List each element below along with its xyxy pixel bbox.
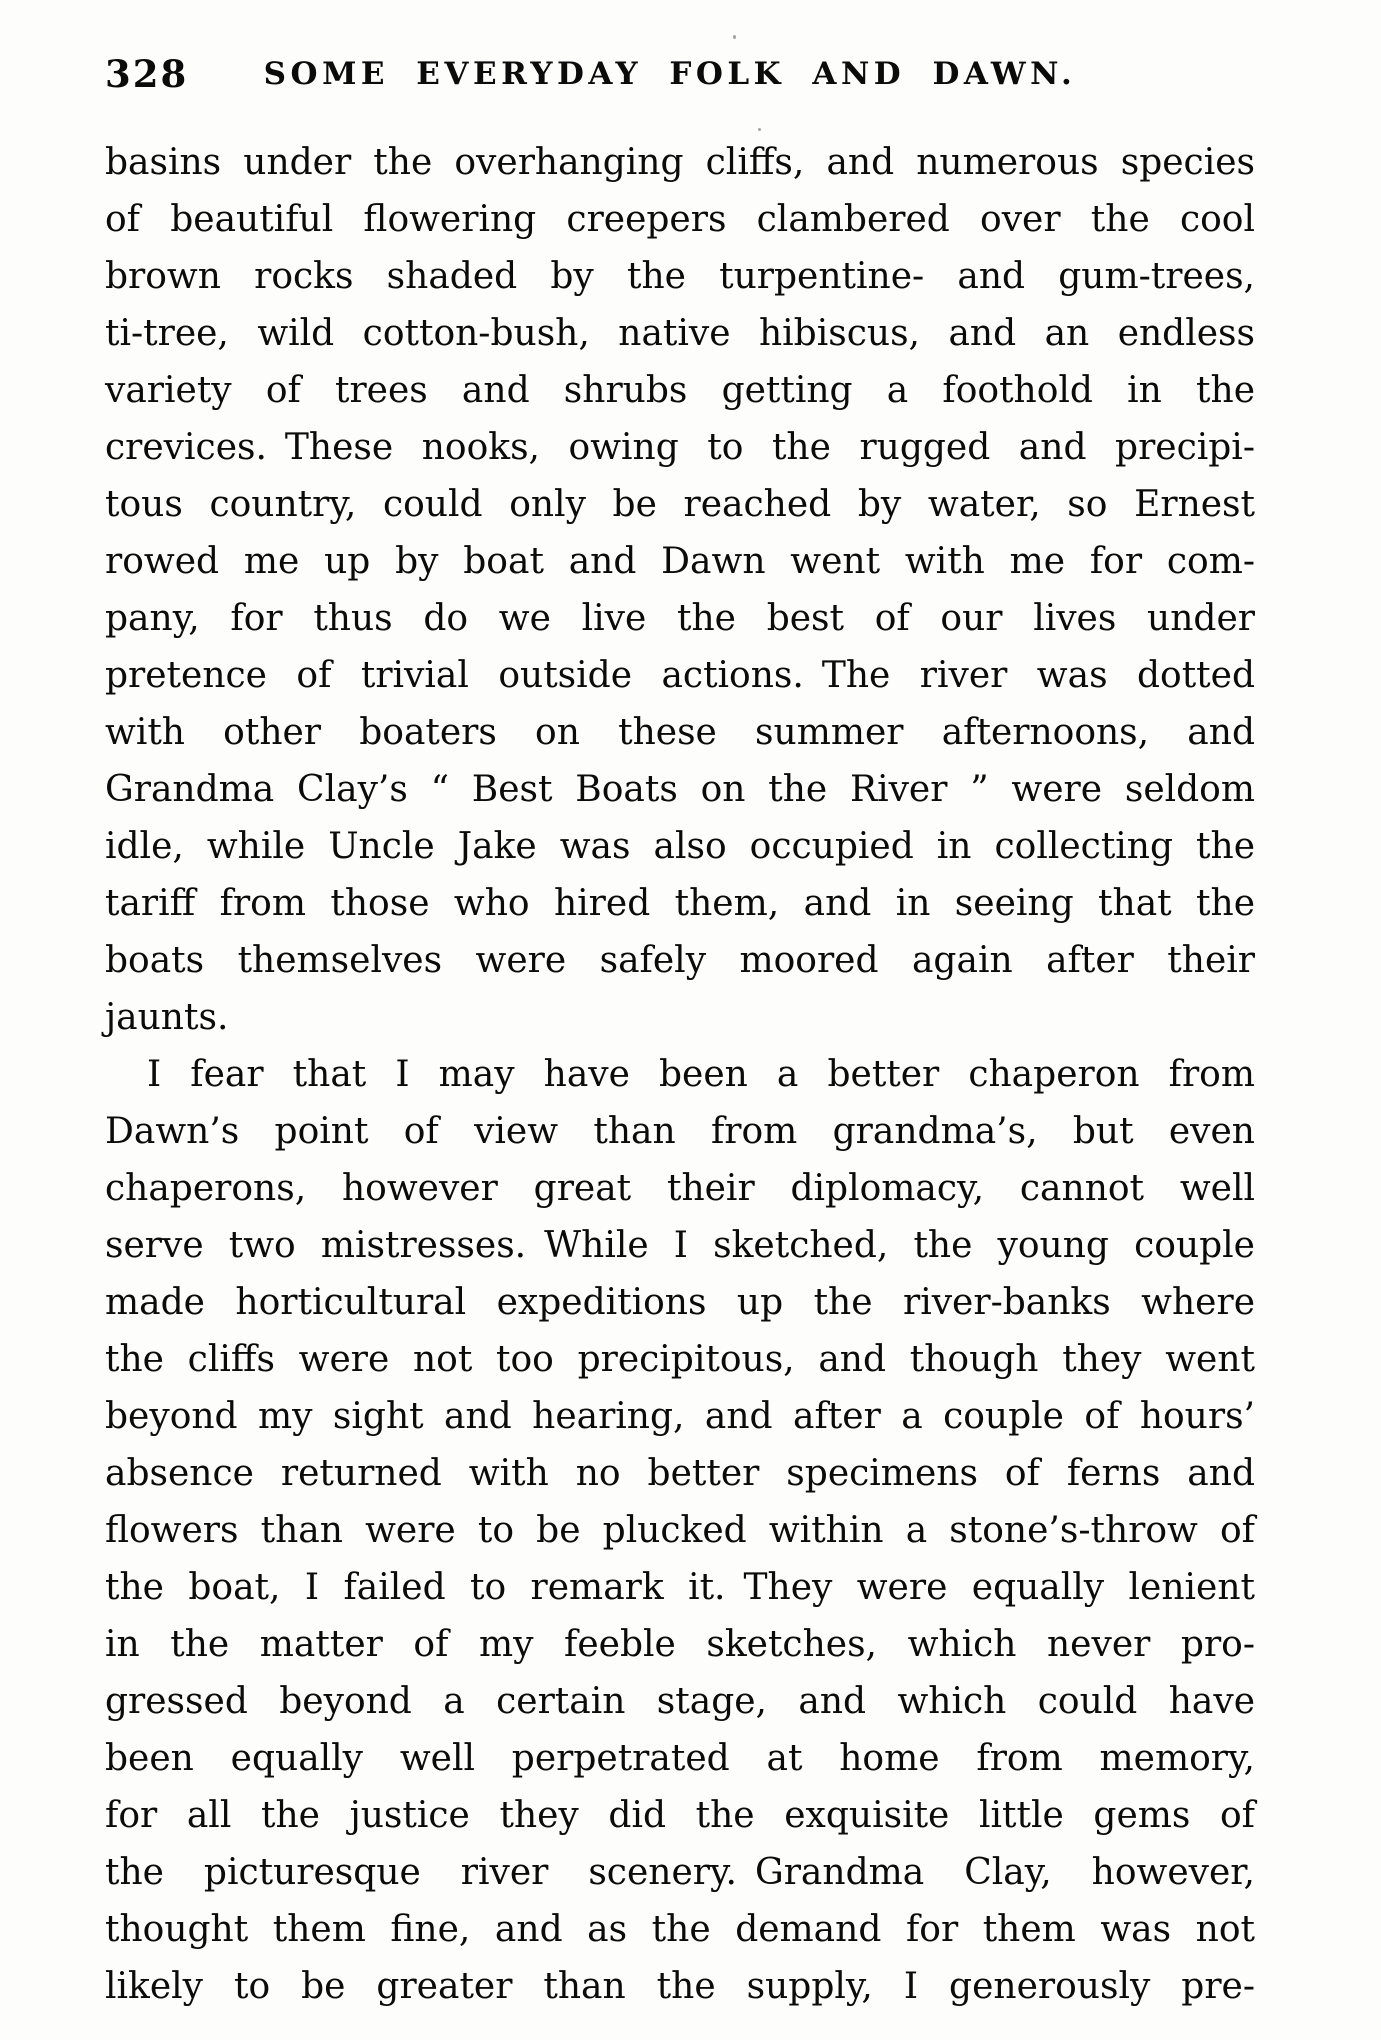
page-body: [105, 134, 1255, 2015]
page-header: [105, 52, 1255, 98]
text-line: flowers than were to be plucked within a stone’s-throw of: [105, 1510, 1255, 1551]
text-line: the cliffs were not too precipitous, and though they went: [105, 1339, 1255, 1380]
scan-speck: [733, 35, 736, 39]
text-line: idle, while Uncle Jake was also occupied in collecting the: [105, 826, 1255, 867]
text-line: crevices. These nooks, owing to the rugged and precipi-: [105, 427, 1255, 468]
text-line: rowed me up by boat and Dawn went with me for com-: [105, 541, 1255, 582]
text-line: in the matter of my feeble sketches, which never pro-: [105, 1624, 1255, 1665]
paragraph: [105, 1046, 1255, 2015]
text-line: the picturesque river scenery. Grandma Clay, however,: [105, 1852, 1255, 1893]
text-line: boats themselves were safely moored again after their: [105, 940, 1255, 981]
text-line: for all the justice they did the exquisite little gems of: [105, 1795, 1255, 1836]
text-line: made horticultural expeditions up the river-banks where: [105, 1282, 1255, 1323]
text-line: jaunts.: [105, 997, 229, 1038]
text-line: the boat, I failed to remark it. They were equally lenient: [105, 1567, 1255, 1608]
text-line: Dawn’s point of view than from grandma’s, but even: [105, 1111, 1255, 1152]
text-line: been equally well perpetrated at home from memory,: [105, 1738, 1255, 1779]
text-line: gressed beyond a certain stage, and which could have: [105, 1681, 1255, 1722]
text-line: Grandma Clay’s “ Best Boats on the River ” were seldom: [105, 769, 1255, 810]
scan-speck: [758, 128, 761, 131]
text-line: with other boaters on these summer afternoons, and: [105, 712, 1255, 753]
text-line: ti-tree, wild cotton-bush, native hibiscus, and an endless: [105, 313, 1255, 354]
text-line: tariff from those who hired them, and in seeing that the: [105, 883, 1255, 924]
text-line: absence returned with no better specimens of ferns and: [105, 1453, 1255, 1494]
text-line: pany, for thus do we live the best of our lives under: [105, 598, 1255, 639]
text-line: brown rocks shaded by the turpentine- and gum-trees,: [105, 256, 1255, 297]
text-line: likely to be greater than the supply, I generously pre-: [105, 1966, 1255, 2007]
text-line: thought them fine, and as the demand for them was not: [105, 1909, 1255, 1950]
text-line: of beautiful flowering creepers clambered over the cool: [105, 199, 1255, 240]
text-line: chaperons, however great their diplomacy, cannot well: [105, 1168, 1255, 1209]
running-title: SOME EVERYDAY FOLK AND DAWN.: [263, 56, 1077, 92]
text-line: tous country, could only be reached by water, so Ernest: [105, 484, 1255, 525]
text-line: I fear that I may have been a better chaperon from: [147, 1054, 1255, 1095]
text-line: pretence of trivial outside actions. The river was dotted: [105, 655, 1255, 696]
text-line: beyond my sight and hearing, and after a couple of hours’: [105, 1396, 1255, 1437]
page-number: 328: [105, 52, 189, 96]
text-line: serve two mistresses. While I sketched, the young couple: [105, 1225, 1255, 1266]
text-line: basins under the overhanging cliffs, and numerous species: [105, 142, 1255, 183]
text-line: variety of trees and shrubs getting a foothold in the: [105, 370, 1255, 411]
paragraph: [105, 134, 1255, 1046]
